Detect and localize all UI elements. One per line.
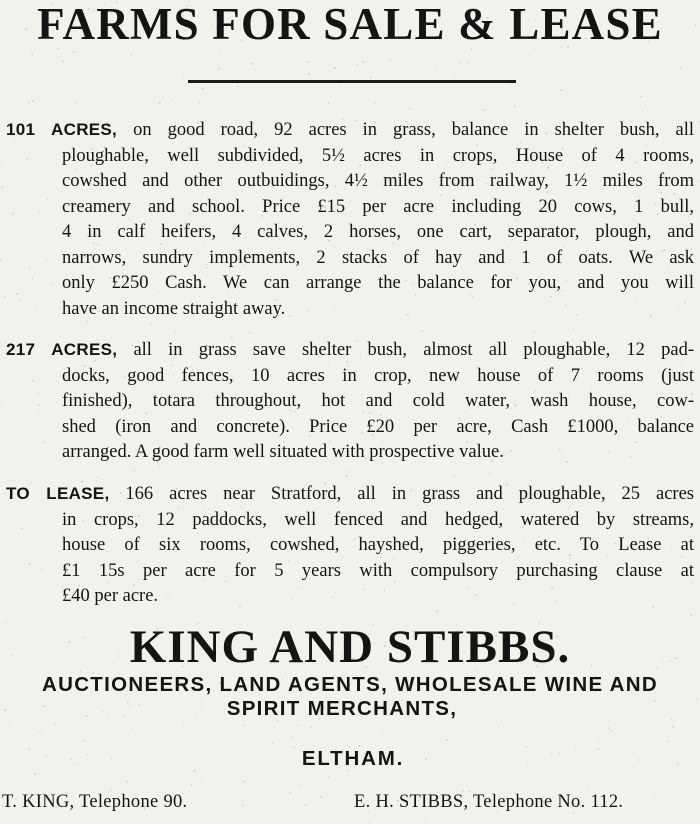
listing-line: cowshed and other outbuidings, 4½ miles from railway, 1½ miles from (62, 171, 694, 191)
page-title: FARMS FOR SALE & LEASE (37, 0, 663, 49)
listing-101-acres (6, 117, 694, 322)
listing-line: docks, good fences, 10 acres in crop, new house of 7 rooms (just (62, 365, 694, 386)
listing-line: in crops, 12 paddocks, well fenced and hedged, watered by streams, (62, 509, 694, 530)
firm-town: ELTHAM. (301, 747, 405, 770)
listing-line: arranged. A good farm well situated with prospective value. (62, 442, 504, 462)
listing-line: house of six rooms, cowshed, hayshed, piggeries, etc. To Lease at (62, 535, 694, 555)
listing-line: creamery and school. Price £15 per acre including 20 cows, 1 bull, (62, 196, 694, 217)
listing-to-lease (6, 481, 694, 610)
listing-lead: 101 ACRES, (6, 120, 118, 139)
listing-line: 4 in calf heifers, 4 calves, 2 horses, one cart, separator, plough, and (62, 222, 694, 242)
title-rule (188, 80, 516, 83)
listing-lead: TO LEASE, (6, 484, 110, 503)
firm-trade-line: AUCTIONEERS, LAND AGENTS, WHOLESALE WINE AND (41, 673, 658, 696)
listing-line: 217 ACRES, all in grass save shelter bush, almost all ploughable, 12 pad- (6, 340, 694, 360)
listing-line: £1 15s per acre for 5 years with compulsory purchasing clause at (62, 560, 694, 581)
listing-line: only £250 Cash. We can arrange the balance for you, and you will (62, 273, 694, 293)
listing-line: have an income straight away. (62, 298, 286, 319)
listing-217-acres (6, 337, 694, 466)
firm-trade-line: SPIRIT MERCHANTS, (226, 697, 458, 720)
firm-name: KING AND STIBBS. (129, 621, 571, 673)
listing-line: 101 ACRES, on good road, 92 acres in grass, balance in shelter bush, all (6, 120, 695, 140)
listing-line: TO LEASE, 166 acres near Stratford, all in grass and ploughable, 25 acres (6, 484, 694, 504)
listing-lead: 217 ACRES, (6, 340, 118, 359)
listing-line: finished), totara throughout, hot and cold water, wash house, cow- (62, 391, 694, 411)
contact-stibbs: E. H. STIBBS, Telephone No. 112. (354, 792, 624, 812)
listing-line: £40 per acre. (62, 586, 159, 606)
listing-line: ploughable, well subdivided, 5½ acres in crops, House of 4 rooms, (62, 145, 694, 166)
listing-line: shed (iron and concrete). Price £20 per acre, Cash £1000, balance (62, 416, 694, 437)
contact-king: T. KING, Telephone 90. (2, 792, 188, 812)
listing-line: narrows, sundry implements, 2 stacks of hay and 1 of oats. We ask (62, 247, 694, 268)
